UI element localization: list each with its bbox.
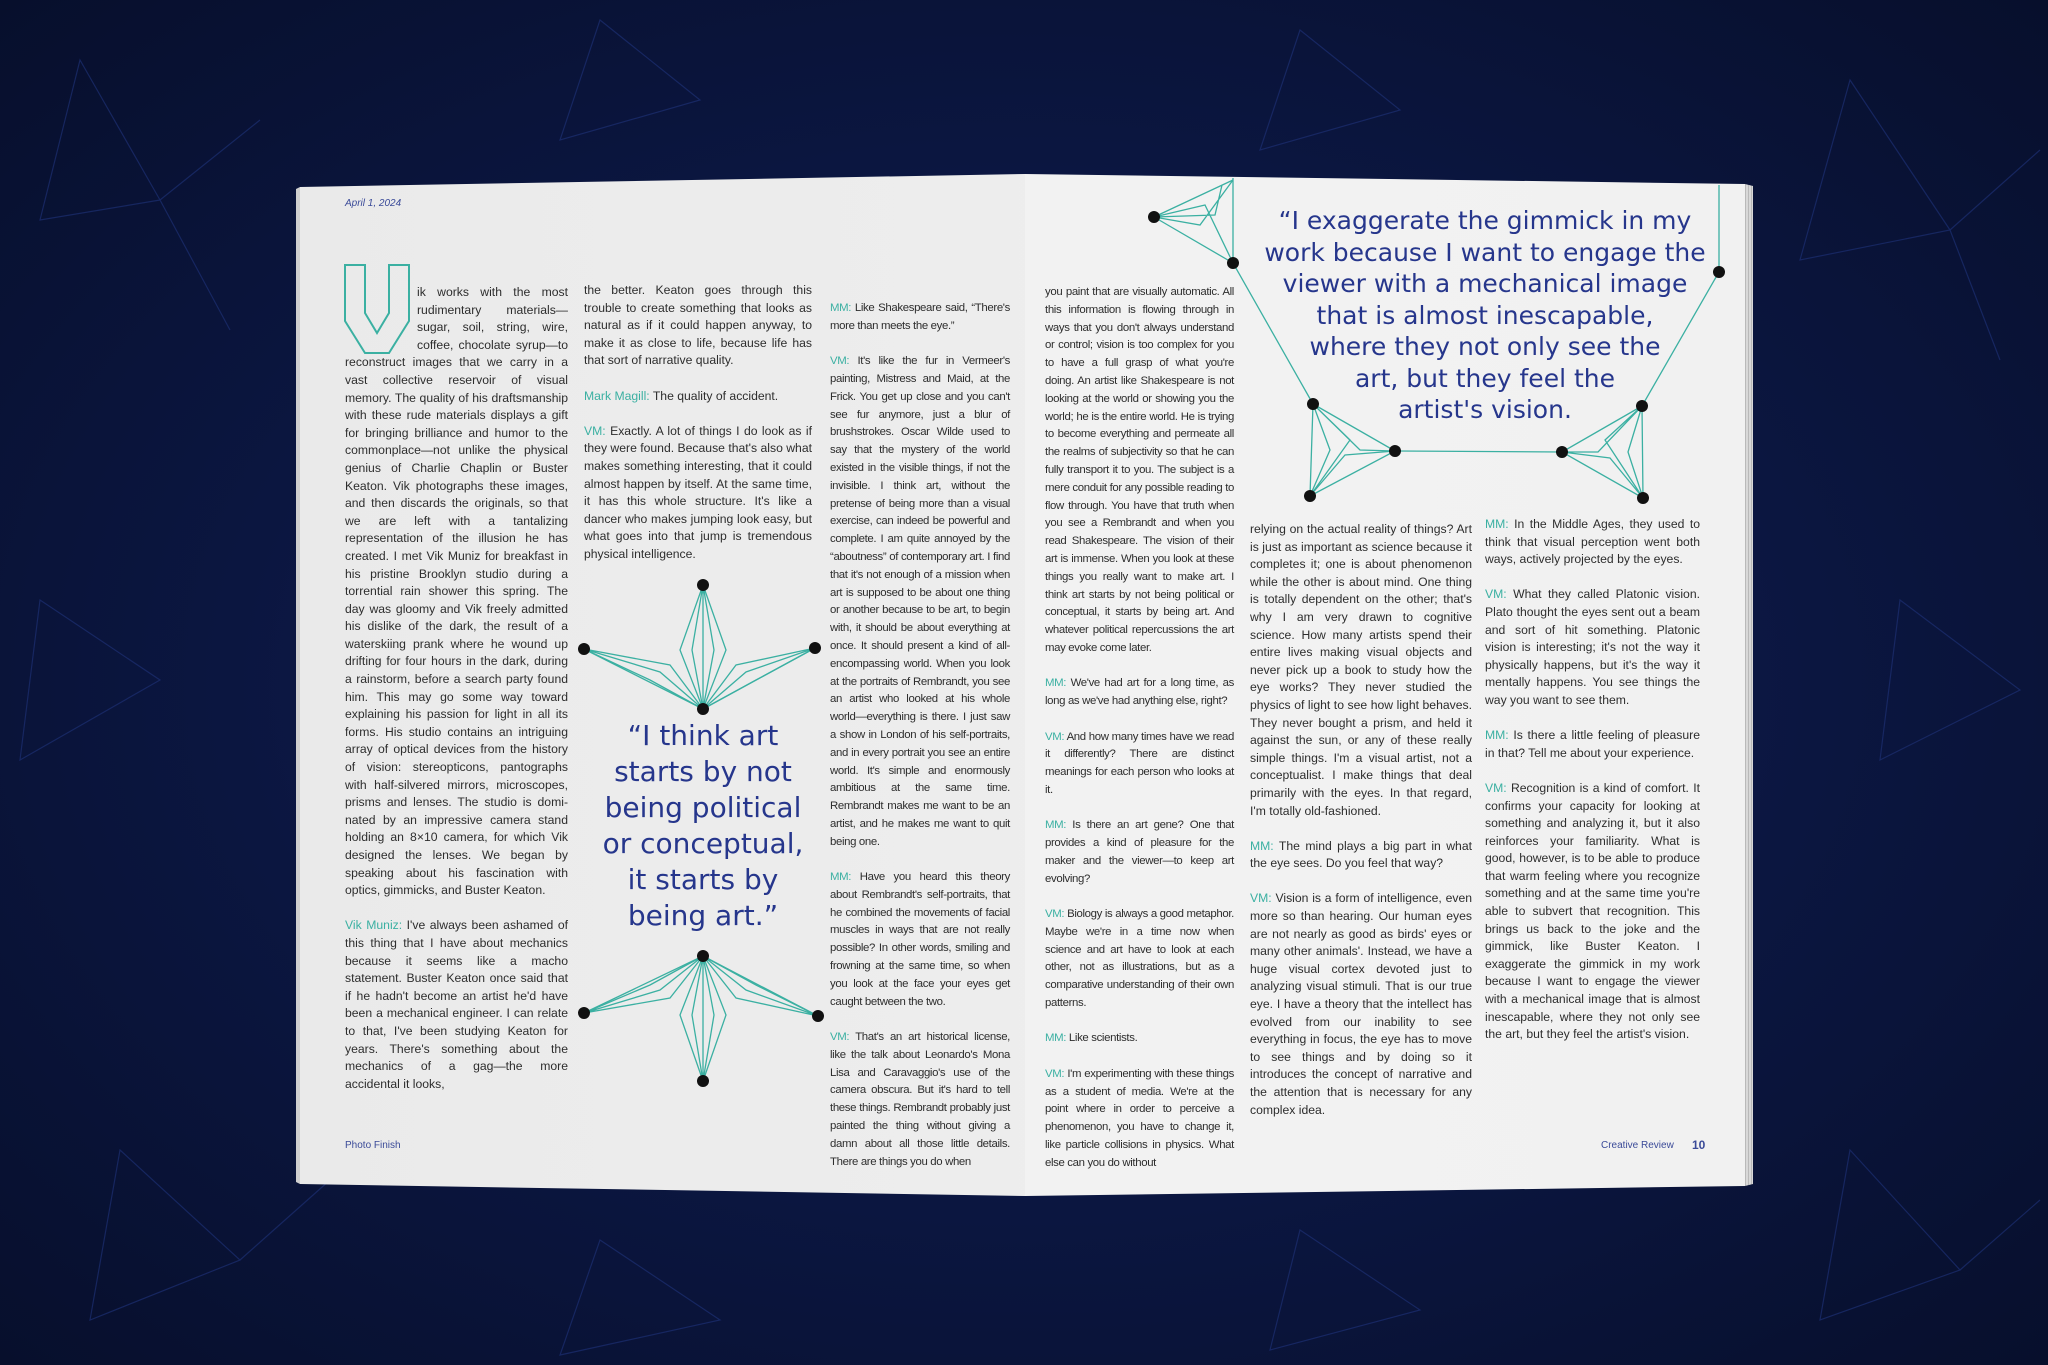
interview-paragraph <box>1250 521 1472 820</box>
quote-line: that is almost inescapable, <box>1316 300 1654 330</box>
speaker-label: MM: <box>1485 728 1509 743</box>
speaker-label: MM: <box>1250 838 1274 853</box>
interview-paragraph <box>830 300 1010 336</box>
interview-paragraph <box>584 282 812 370</box>
quote-line: work because I want to engage the <box>1264 237 1706 267</box>
speaker-label: VM: <box>830 1031 850 1044</box>
paragraph-text: In the Middle Ages, they used to think that visual perception went both ways, actively projected by the eyes. <box>1485 517 1700 567</box>
speaker-label: VM: <box>1045 730 1065 743</box>
quote-line: or conceptual, <box>602 827 804 860</box>
interview-paragraph <box>830 1029 1010 1171</box>
intro-paragraph <box>345 284 568 900</box>
paragraph-text: The mind plays a big part in what the eye sees. Do you feel that way? <box>1250 838 1472 871</box>
quote-line: where they not only see the <box>1309 332 1661 361</box>
quote-line: it starts by <box>627 863 779 896</box>
issue-date: April 1, 2024 <box>345 198 402 209</box>
paragraph-text: Is there a little feeling of pleasure in that? Tell me about your experience. <box>1485 728 1701 760</box>
speaker-label: VM: <box>1485 587 1507 602</box>
paragraph-text: ik works with the most rudimentary materials—sugar, soil, string, wire, coffee, chocolate syrup—to reconstruct images that we carry in a vast collective reservoir of visual memory. The quality of his draftsmanship with these rude materials displays a gift for bringing brilliance and humor to the commonplace—not unlike the physical genius of Charlie Chaplin or Buster Keaton. Vik photographs these images, and then discards the originals, so that we are left with a tantalizing representation of the illusion he has created. I met Vik Muniz for breakfast in his pristine Brooklyn studio during a torrential rain shower this spring. The day was gloomy and Vik freely admitted his dislike of the dark, the result of a waterskiing prank where he wound up drifting for four hours in the dark, during a rainstorm, before a search party found him. This may go some way toward explaining his passion for light in all its forms. His studio contains an intriguing array of optical devices from the history of vision: stereopticons, pantographs with half-silvered mirrors, microscopes, prisms and lenses. The studio is dominated by an impressive camera stand holding an 8×10 camera, for which Vik designed the lenses. We began by speaking about his fascination with optics, gimmicks, and Buster Keaton. <box>345 285 568 898</box>
interview-paragraph <box>830 869 1010 1011</box>
paragraph-text: That's an art historical license, like the talk about Leonardo's Mona Lisa and Caravaggio's use of the camera obscura. But it's hard to tell these things. Rembrandt probably just painted the thing without giving a damn about all those little details. There are things you do when <box>830 1031 1010 1168</box>
footer-section-title: Photo Finish <box>345 1140 401 1151</box>
quote-line: “I exaggerate the gimmick in my <box>1278 206 1692 235</box>
quote-line: viewer with a mechanical image <box>1282 269 1688 298</box>
interview-paragraph <box>1485 780 1700 1044</box>
paragraph-text: Like scientists. <box>1068 1032 1138 1045</box>
paragraph-text: Biology is always a good metaphor. Maybe we're in a time now when science and art have to look at each other, not as illustrations, but as a comparative understanding of their own patterns. <box>1045 908 1234 1010</box>
paragraph-text: the better. Keaton goes through this trouble to create something that looks as natural as if it could happen anyway, to make it as close to life, because life has that sort of narrative quality. <box>584 283 812 368</box>
interview-paragraph <box>584 388 812 406</box>
paragraph-text: Have you heard this theory about Rembrandt's self-portraits, that he combined the movements of facial muscles in ways that are not really possible? In other words, smiling and frowning at the same time, so when you look at the face your eyes get caught between the two. <box>830 871 1010 1008</box>
interview-paragraph <box>1250 890 1472 1119</box>
interview-paragraph <box>584 423 812 564</box>
quote-line: being art.” <box>627 899 779 932</box>
speaker-label: Mark Magill: <box>584 388 650 403</box>
speaker-label: MM: <box>1045 677 1067 690</box>
paragraph-text: The quality of accident. <box>652 388 779 403</box>
speaker-label: MM: <box>1045 1032 1067 1045</box>
paragraph-text: relying on the actual reality of things? Art is just as important as science because it completes it; one is about phenomenon while the other is about mind. One thing is totally dependent on the other; that's why I am very drawn to cognitive science. How many artists spend their entire lives making visual objects and never pick up a book to study how the eye works? They never studied the physics of light to see how light behaves. They never bought a prism, and held it against the sun, or any of these really simple things. I'm a visual artist, not a conceptualist. I make things that deal primarily with the eyes. In that regard, I'm totally old-fashioned. <box>1250 522 1472 818</box>
quote-line: being political <box>604 791 802 824</box>
interview-paragraph <box>1045 284 1234 658</box>
paragraph-text: Like Shakespeare said, “There's more than meets the eye.” <box>830 302 1010 332</box>
pull-quote-left <box>584 718 822 934</box>
speaker-label: VM: <box>584 423 606 438</box>
footer-publication-name: Creative Review <box>1601 1140 1674 1151</box>
quote-line: artist's vision. <box>1398 395 1572 424</box>
quote-line: art, but they feel the <box>1354 363 1615 393</box>
speaker-label: VM: <box>1045 1067 1065 1080</box>
speaker-label: VM: <box>1045 908 1065 921</box>
quote-line: starts by not <box>614 755 792 788</box>
speaker-label: MM: <box>830 302 852 314</box>
paragraph-text: you paint that are visually automatic. All this information is flowing through in ways that you don't always understand or control; vision is too complex for you to have a full grasp of what you're doing. An artist like Shakespeare is not looking at the world or showing you the world; he is the entire world. He is trying to become everything and permeate all the realms of subjectivity so that he can fully transport it to you. The subject is a mere conduit for any possible reading to flow through. You have that truth when you see a Rembrandt and when you read Shakespeare. The vision of their art is immense. When you look at these things you really want to make art. I think art starts by not being political or conceptual, it starts by being art. And whatever political repercussions the art may evoke come later. <box>1045 286 1234 654</box>
speaker-label: MM: <box>830 871 852 884</box>
article-column-5 <box>1250 521 1472 1137</box>
paragraph-text: Is there an art gene? One that provides a kind of pleasure for the maker and the viewer—to keep art evolving? <box>1045 819 1234 885</box>
interview-paragraph <box>345 917 568 1093</box>
article-column-6 <box>1485 516 1700 1061</box>
paragraph-text: What they called Platonic vision. Plato thought the eyes sent out a beam and sort of hit something. Platonic vision is interesting; it's not the way it physically happens, but it's the way it mentally happens. You see things the way you want to see them. <box>1485 587 1700 707</box>
interview-paragraph <box>1045 675 1234 711</box>
pull-quote-right <box>1255 205 1715 426</box>
interview-paragraph <box>1045 729 1234 800</box>
speaker-label: MM: <box>1045 819 1067 832</box>
paragraph-text: I've always been ashamed of this thing that I have about mechanics because it seems like a macho statement. Buster Keaton once said that if he hadn't become an artist he'd have been a mechanical engineer. I can relate to that, I've been studying Keaton for years. There's something about the mechanics of a gag—the more accidental it looks, <box>345 918 569 1091</box>
interview-paragraph <box>830 353 1010 851</box>
paragraph-text: It's like the fur in Vermeer's painting, Mistress and Maid, at the Frick. You get up close and you can't see fur anymore, just a blur of brushstrokes. Oscar Wilde used to say that the mystery of the world existed in the visible things, if not the invisible. I think art, without the pretense of being more than a visual exercise, can indeed be powerful and complete. I am quite annoyed by the “aboutness” of contemporary art. I find that it's not enough of a mission when art is supposed to be about one thing or another because to be art, to begin with, it should be about everything at once. It should present a kind of all-encompassing world. When you look at the portraits of Rembrandt, you see an artist who looked at his whole world—everything is there. I just saw a show in London of his self-portraits, and in every portrait you see an entire world. It's simple and enormously ambitious at the same time. Rembrandt makes me want to be an artist, and he makes me want to quit being one. <box>830 355 1010 848</box>
paragraph-text: I'm experimenting with these things as a student of media. We're at the point where in order to perceive a phenomenon, you have to change it, like particle collisions in physics. What else can you do without <box>1045 1067 1234 1169</box>
interview-paragraph <box>1485 727 1700 762</box>
quote-line: “I think art <box>627 719 779 752</box>
paragraph-text: And how many times have we read it differently? There are distinct meanings for each person who looks at it. <box>1045 730 1234 796</box>
speaker-label: VM: <box>830 355 850 368</box>
interview-paragraph <box>1485 516 1700 569</box>
article-column-1 <box>345 284 568 1111</box>
interview-paragraph <box>1045 817 1234 888</box>
interview-paragraph <box>1485 586 1700 709</box>
paragraph-text: Vision is a form of intelligence, even more so than hearing. Our human eyes are not nearly as good as birds' eyes or many other animals'. Instead, we have a huge visual cortex devoted just to analyzing visual stimuli. That is our true eye. I have a theory that the intellect has evolved from our inability to see everything in focus, the eye has to move to see things and by doing so it introduces the concept of narrative and the attention that is necessary for any complex idea. <box>1250 891 1472 1117</box>
speaker-label: VM: <box>1250 891 1272 906</box>
interview-paragraph <box>1045 1066 1234 1173</box>
speaker-label: MM: <box>1485 517 1509 531</box>
article-column-2 <box>584 282 812 581</box>
speaker-label: Vik Muniz: <box>345 918 403 933</box>
drop-cap-letter: V <box>377 303 378 304</box>
interview-paragraph <box>1045 906 1234 1013</box>
paragraph-text: We've had art for a long time, as long as we've had anything else, right? <box>1045 677 1234 708</box>
paragraph-text: Recognition is a kind of comfort. It confirms your capacity for looking at something and analyzing it, but it also reinforces your familiarity. What is good, however, is to be able to produce that warm feeling where you recognize something and at the same time you're able to subvert that recognition. This brings us back to the joke and the gimmick, like Buster Keaton. I exaggerate the gimmick in my work because I want to engage the viewer with a mechanical image that is almost inescapable, where they not only see the art, but they feel the artist's vision. <box>1485 780 1700 1042</box>
interview-paragraph <box>1250 838 1472 873</box>
page-number: 10 <box>1692 1138 1706 1152</box>
interview-paragraph <box>1045 1030 1234 1048</box>
article-column-4 <box>1045 284 1234 1190</box>
paragraph-text: Exactly. A lot of things I do look as if they were found. Because that's also what makes something interesting, that it could almost happen by itself. At the same time, it has this whole structure. It's like a dancer who makes jumping look easy, but what goes into that jump is tremendous physical intelligence. <box>584 423 813 561</box>
speaker-label: VM: <box>1485 780 1507 795</box>
article-column-3 <box>830 300 1010 1189</box>
